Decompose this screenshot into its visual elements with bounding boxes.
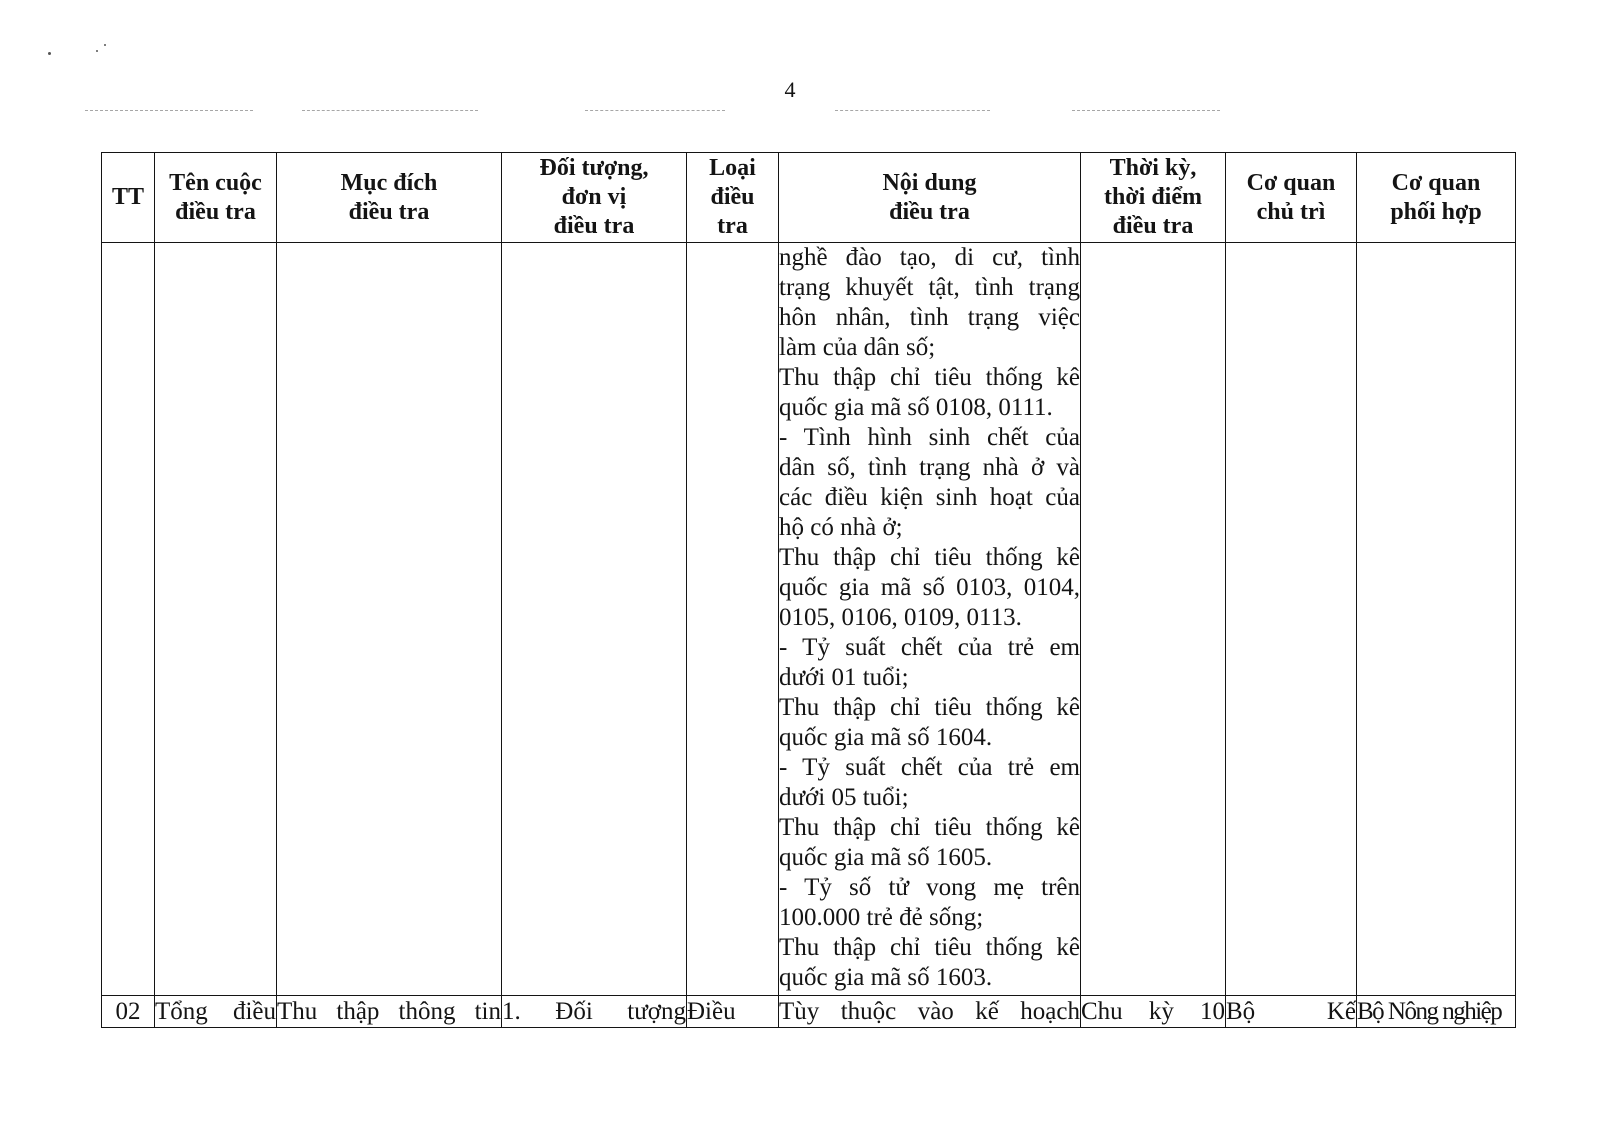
page-number: 4 — [784, 77, 796, 102]
cell-tt — [102, 996, 155, 1028]
header-line: Tên cuộc — [169, 169, 262, 196]
content-line: - Tỷ suất chết của trẻ em — [779, 634, 1080, 661]
survey-name-text: Tổng điều — [155, 997, 276, 1025]
header-line: tra — [717, 213, 748, 239]
scan-artifact-line — [302, 110, 478, 111]
header-lead-agency — [1226, 153, 1357, 243]
content-line: hộ có nhà ở; — [779, 514, 903, 541]
header-line: Thời kỳ, — [1109, 155, 1197, 181]
content-line: Thu thập chỉ tiêu thống kê — [779, 364, 1080, 391]
cell-content — [779, 996, 1081, 1028]
content-line: dưới 01 tuổi; — [779, 664, 909, 691]
header-line: điều tra — [1112, 213, 1194, 239]
subject-text: 1. Đối tượng — [502, 997, 686, 1025]
header-line: điều — [710, 184, 755, 210]
scan-artifact-line — [585, 110, 725, 111]
cell-period — [1081, 996, 1226, 1028]
header-subject — [502, 153, 687, 243]
survey-type-text: Điều — [687, 997, 736, 1025]
cell-period — [1081, 243, 1226, 996]
coordinating-agency-text: Bộ Nông nghiệp — [1357, 997, 1502, 1025]
content-line: quốc gia mã số 1605. — [779, 844, 993, 871]
content-line: Thu thập chỉ tiêu thống kê — [779, 694, 1080, 721]
content-line: quốc gia mã số 1603. — [779, 964, 993, 991]
header-period — [1081, 153, 1226, 243]
header-survey-type — [687, 153, 779, 243]
scan-artifact-line — [835, 110, 990, 111]
purpose-text: Thu thập thông tin — [277, 997, 501, 1025]
content-line: quốc gia mã số 1604. — [779, 724, 993, 751]
header-tt — [102, 153, 155, 243]
period-text: Chu kỳ 10 — [1081, 997, 1225, 1025]
row-number: 02 — [115, 997, 141, 1025]
cell-survey-type — [687, 996, 779, 1028]
cell-survey-type — [687, 243, 779, 996]
content-line: 100.000 trẻ đẻ sống; — [779, 904, 984, 931]
header-line: điều tra — [889, 198, 970, 225]
cell-lead-agency — [1226, 996, 1357, 1028]
content-line: - Tỷ số tử vong mẹ trên — [779, 874, 1080, 901]
header-line: TT — [111, 184, 144, 210]
content-line: Thu thập chỉ tiêu thống kê — [779, 934, 1080, 961]
content-line: hôn nhân, tình trạng việc — [779, 304, 1080, 331]
cell-coordinating-agency — [1357, 996, 1516, 1028]
cell-purpose — [277, 996, 502, 1028]
survey-table — [101, 152, 1516, 1028]
cell-content — [779, 243, 1081, 996]
header-survey-name — [155, 153, 277, 243]
header-content — [779, 153, 1081, 243]
header-line: Cơ quan — [1391, 169, 1481, 196]
header-line: điều tra — [553, 213, 635, 239]
cell-subject — [502, 996, 687, 1028]
scan-speck — [48, 52, 51, 55]
header-line: đơn vị — [561, 184, 627, 210]
content-line: quốc gia mã số 0108, 0111. — [779, 394, 1053, 421]
content-line: - Tỷ suất chết của trẻ em — [779, 754, 1080, 781]
scan-speck — [104, 44, 106, 46]
cell-tt — [102, 243, 155, 996]
content-line: làm của dân số; — [779, 334, 936, 361]
header-line: thời điểm — [1104, 184, 1202, 210]
header-line: điều tra — [175, 198, 256, 225]
content-line: dưới 05 tuổi; — [779, 784, 909, 811]
lead-agency-text: Bộ Kế — [1226, 997, 1356, 1025]
scan-speck — [96, 50, 98, 52]
header-purpose — [277, 153, 502, 243]
content-line: trạng khuyết tật, tình trạng — [779, 274, 1080, 301]
table-row-continued — [102, 243, 1516, 996]
scan-artifact-line — [1072, 110, 1220, 111]
header-line: Đối tượng, — [539, 155, 649, 181]
header-line: Cơ quan — [1246, 169, 1336, 196]
content-line: 0105, 0106, 0109, 0113. — [779, 604, 1022, 631]
content-text: Tùy thuộc vào kế hoạch — [779, 997, 1080, 1025]
cell-survey-name — [155, 243, 277, 996]
content-line: - Tình hình sinh chết của — [779, 424, 1080, 451]
header-line: phối hợp — [1390, 198, 1482, 225]
scan-artifact-line — [85, 110, 253, 111]
header-coordinating-agency — [1357, 153, 1516, 243]
header-line: chủ trì — [1256, 198, 1326, 225]
content-line: dân số, tình trạng nhà ở và — [779, 454, 1080, 481]
cell-subject — [502, 243, 687, 996]
cell-lead-agency — [1226, 243, 1357, 996]
content-line: Thu thập chỉ tiêu thống kê — [779, 544, 1080, 571]
header-line: điều tra — [348, 198, 430, 225]
cell-survey-name — [155, 996, 277, 1028]
content-line: các điều kiện sinh hoạt của — [779, 484, 1080, 511]
content-line: nghề đào tạo, di cư, tình — [779, 244, 1080, 271]
header-line: Mục đích — [340, 169, 438, 196]
cell-purpose — [277, 243, 502, 996]
header-line: Nội dung — [882, 169, 977, 196]
header-row — [102, 153, 1516, 243]
content-line: Thu thập chỉ tiêu thống kê — [779, 814, 1080, 841]
content-line: quốc gia mã số 0103, 0104, — [779, 574, 1080, 601]
header-line: Loại — [709, 155, 756, 181]
table-row-02 — [102, 996, 1516, 1028]
cell-coordinating-agency — [1357, 243, 1516, 996]
